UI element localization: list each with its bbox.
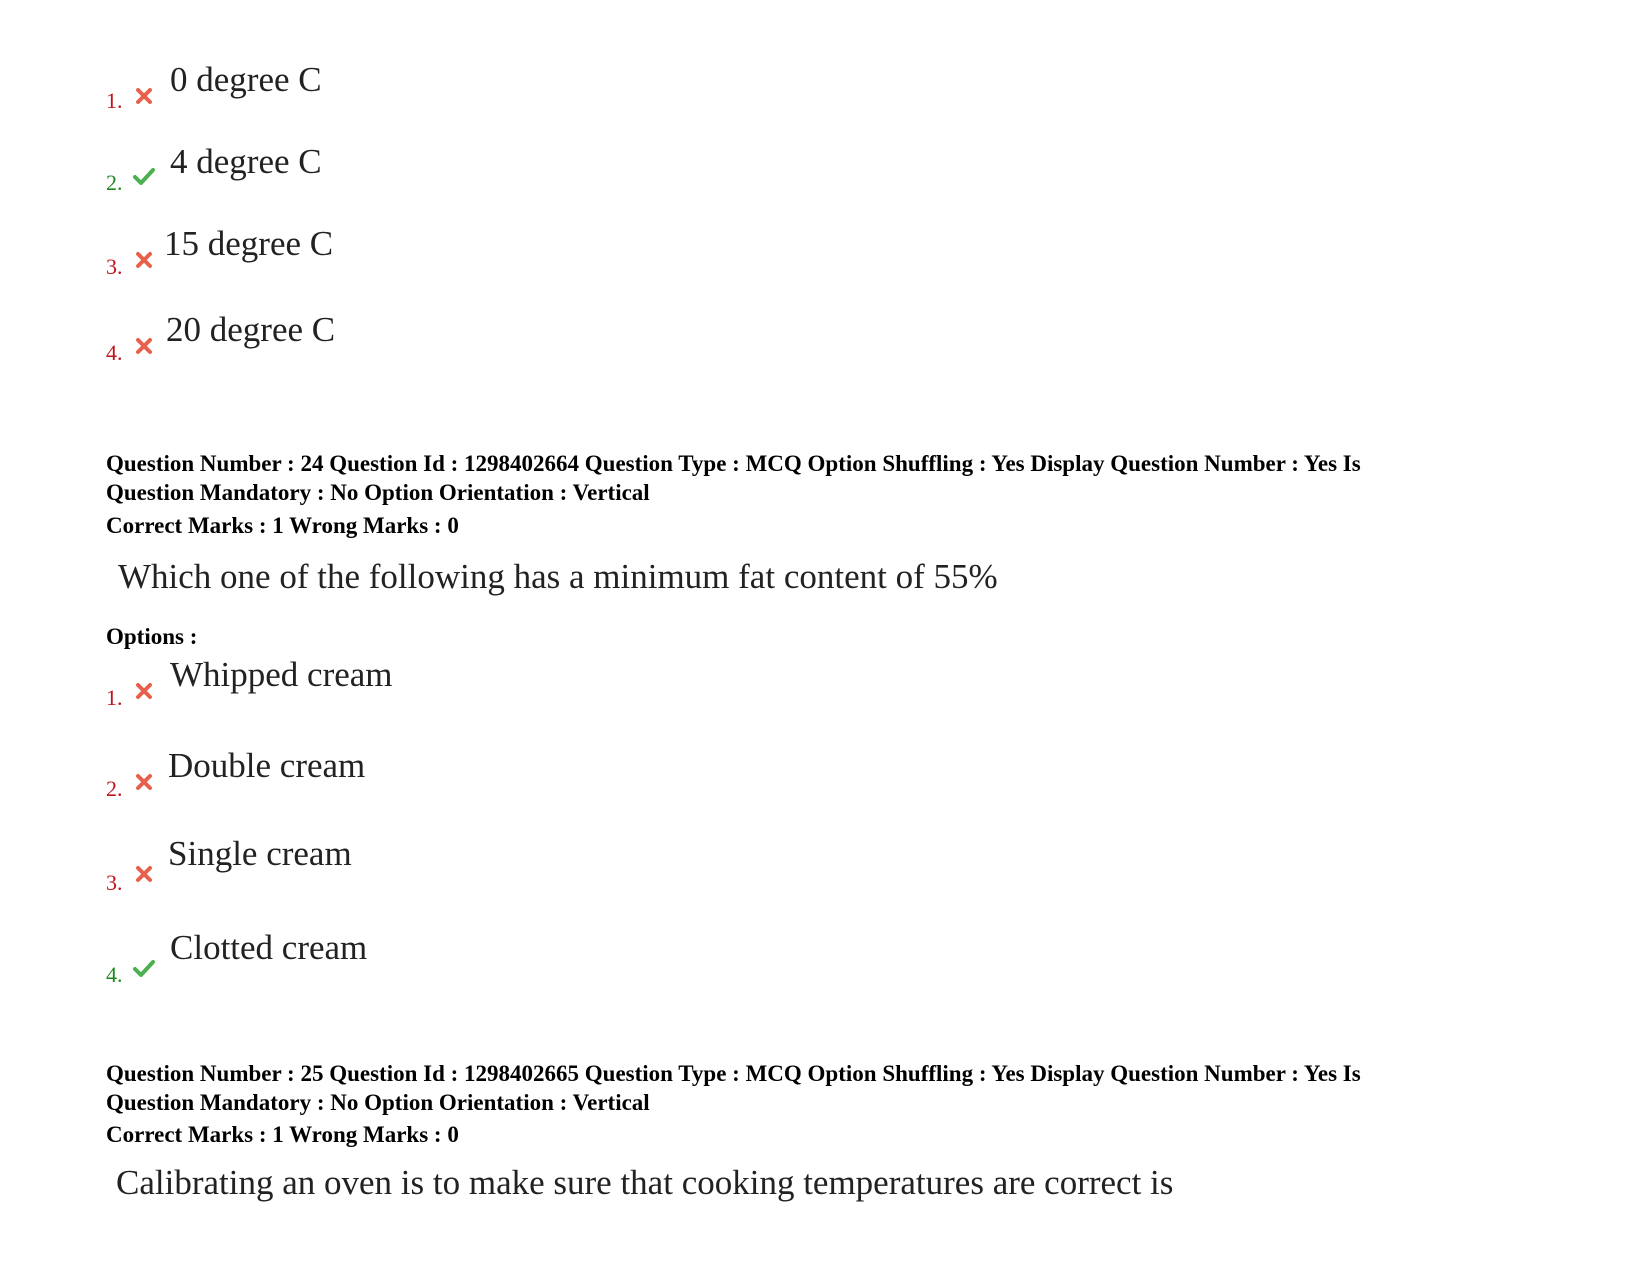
question-meta-line: Question Mandatory : No Option Orientation : Vertical — [106, 480, 650, 505]
option-text: Whipped cream — [170, 655, 393, 694]
cross-icon — [132, 334, 156, 358]
option-text: 4 degree C — [170, 142, 322, 181]
question-marks: Correct Marks : 1 Wrong Marks : 0 — [106, 513, 459, 538]
option-text: 0 degree C — [170, 60, 322, 99]
option-number: 4. — [106, 962, 123, 987]
question-meta-line: Question Mandatory : No Option Orientation : Vertical — [106, 1090, 650, 1115]
question-meta — [106, 1059, 1556, 1117]
option-number: 1. — [106, 685, 123, 710]
option-text: Single cream — [168, 834, 352, 873]
option-text: 15 degree C — [164, 224, 334, 263]
option-number: 2. — [106, 776, 123, 801]
option-text: 20 degree C — [166, 310, 336, 349]
cross-icon — [132, 84, 156, 108]
option-number: 4. — [106, 340, 123, 365]
check-icon — [132, 164, 156, 188]
check-icon — [132, 956, 156, 980]
question-text: Calibrating an oven is to make sure that cooking temperatures are correct is — [116, 1163, 1174, 1202]
question-meta-line: Question Number : 25 Question Id : 1298402665 Question Type : MCQ Option Shuffling : Yes Display Question Number : Yes Is — [106, 1061, 1361, 1086]
cross-icon — [132, 862, 156, 886]
options-label: Options : — [106, 624, 198, 649]
option-number: 2. — [106, 170, 123, 195]
question-meta — [106, 449, 1556, 507]
cross-icon — [132, 248, 156, 272]
option-number: 3. — [106, 254, 123, 279]
option-number: 1. — [106, 88, 123, 113]
option-number: 3. — [106, 870, 123, 895]
question-marks: Correct Marks : 1 Wrong Marks : 0 — [106, 1122, 459, 1147]
cross-icon — [132, 770, 156, 794]
question-meta-line: Question Number : 24 Question Id : 1298402664 Question Type : MCQ Option Shuffling : Yes Display Question Number : Yes Is — [106, 451, 1361, 476]
option-text: Clotted cream — [170, 928, 368, 967]
question-text: Which one of the following has a minimum fat content of 55% — [118, 557, 998, 596]
cross-icon — [132, 679, 156, 703]
option-text: Double cream — [168, 746, 366, 785]
